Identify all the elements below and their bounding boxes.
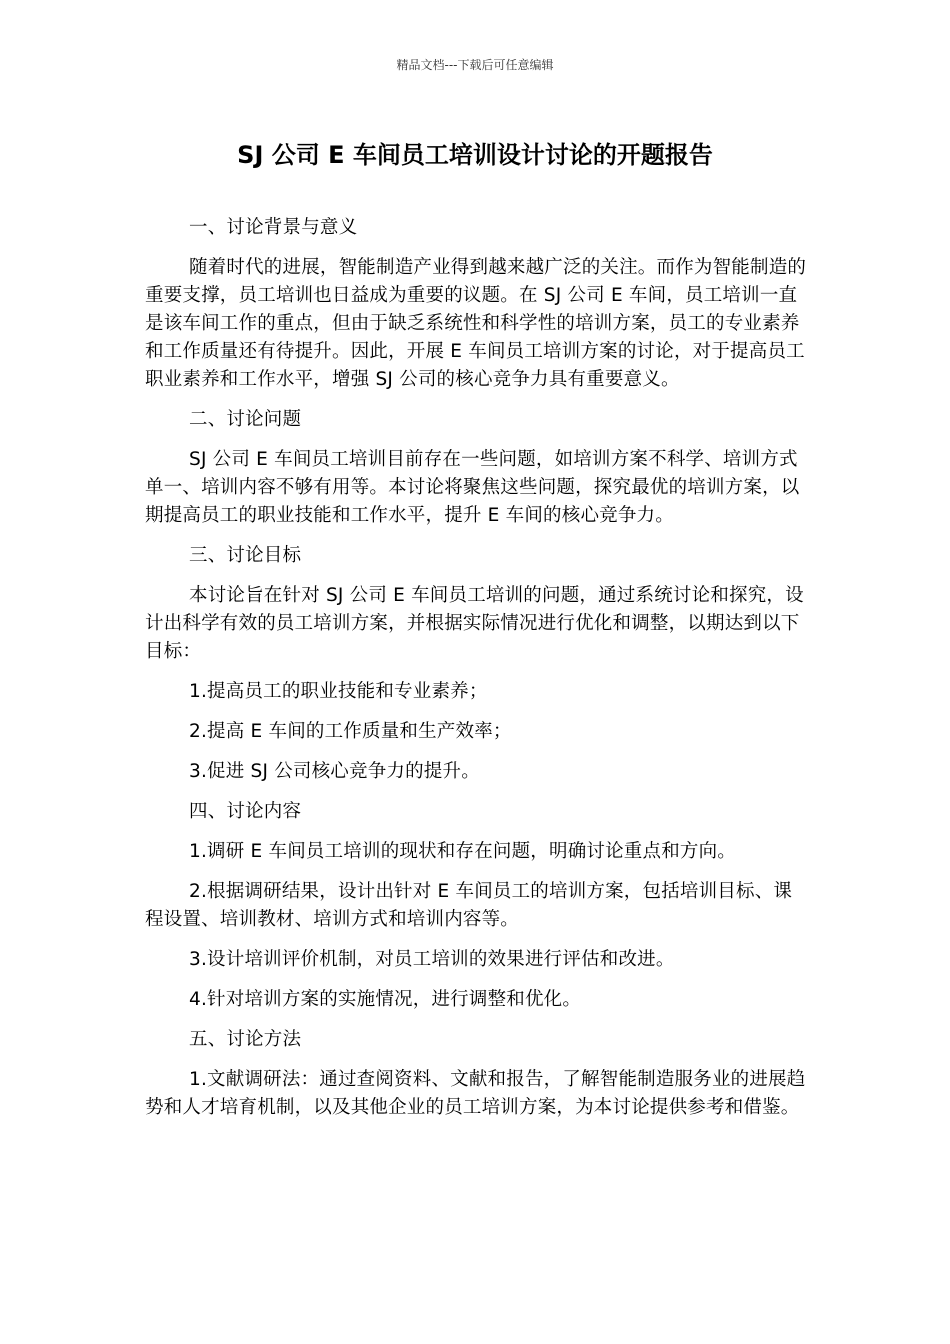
- section-heading-background: 一、讨论背景与意义: [189, 217, 358, 238]
- objective-item-3: 3.促进 SJ 公司核心竞争力的提升。: [189, 761, 480, 782]
- section-heading-content: 四、讨论内容: [189, 801, 302, 822]
- paragraph-problems: SJ 公司 E 车间员工培训目前存在一些问题，如培训方案不科学、培训方式单一、培训内容不够有用等。本讨论将聚焦这些问题，探究最优的培训方案，以期提高员工的职业技能和工作水平，提升 E 车间的核心竞争力。: [145, 449, 800, 526]
- method-item-1: 1.文献调研法：通过查阅资料、文献和报告，了解智能制造服务业的进展趋势和人才培育机制，以及其他企业的员工培训方案，为本讨论提供参考和借鉴。: [145, 1069, 806, 1118]
- paragraph-objectives: 本讨论旨在针对 SJ 公司 E 车间员工培训的问题，通过系统讨论和探究，设计出科学有效的员工培训方案，并根据实际情况进行优化和调整，以期达到以下目标：: [145, 585, 804, 662]
- section-heading-objectives: 三、讨论目标: [189, 545, 302, 566]
- section-heading-methods: 五、讨论方法: [189, 1029, 302, 1050]
- page-header: 精品文档---下载后可任意编辑: [396, 58, 554, 72]
- document-title: SJ 公司 E 车间员工培训设计讨论的开题报告: [237, 141, 713, 169]
- section-heading-problems: 二、讨论问题: [189, 409, 302, 430]
- content-item-3: 3.设计培训评价机制，对员工培训的效果进行评估和改进。: [189, 949, 675, 970]
- content-item-4: 4.针对培训方案的实施情况，进行调整和优化。: [189, 989, 582, 1010]
- content-item-2: 2.根据调研结果，设计出针对 E 车间员工的培训方案，包括培训目标、课程设置、培训教材、培训方式和培训内容等。: [145, 881, 793, 930]
- content-item-1: 1.调研 E 车间员工培训的现状和存在问题，明确讨论重点和方向。: [189, 841, 737, 862]
- paragraph-background: 随着时代的进展，智能制造产业得到越来越广泛的关注。而作为智能制造的重要支撑，员工培训也日益成为重要的议题。在 SJ 公司 E 车间，员工培训一直是该车间工作的重点，但由于缺乏系统性和科学性的培训方案，员工的专业素养和工作质量还有待提升。因此，开展 E 车间员工培训方案的讨论，对于提高员工职业素养和工作水平，增强 SJ 公司的核心竞争力具有重要意义。: [145, 257, 807, 390]
- objective-item-2: 2.提高 E 车间的工作质量和生产效率；: [189, 721, 512, 742]
- objective-item-1: 1.提高员工的职业技能和专业素养；: [189, 681, 488, 702]
- document-body: [145, 214, 810, 1134]
